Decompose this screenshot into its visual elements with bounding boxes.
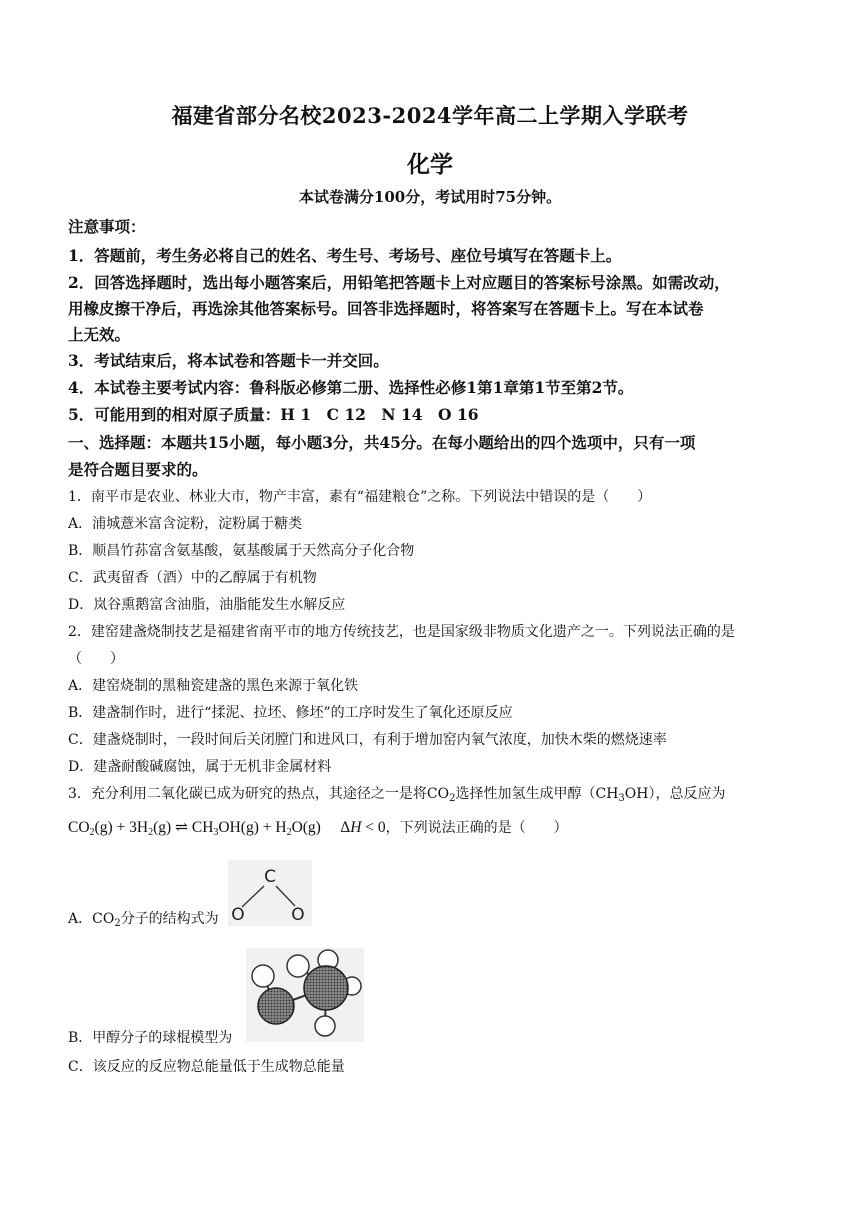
notice-item-4: 4．本试卷主要考试内容：鲁科版必修第二册、选择性必修1第1章第1节至第2节。 <box>68 378 634 397</box>
q2-stem-cont: （ ） <box>68 651 124 667</box>
q2-stem: 2．建窑建盏烧制技艺是福建省南平市的地方传统技艺，也是国家级非物质文化遗产之一。下列说法正确的是 <box>68 624 735 640</box>
structure-atom-o-left: O <box>231 905 245 925</box>
carbon-atom <box>304 966 348 1010</box>
subject-title: 化学 <box>407 151 453 178</box>
hydrogen-atom <box>287 955 309 977</box>
q1-option-b: B．顺昌竹荪富含氨基酸，氨基酸属于天然高分子化合物 <box>68 543 415 559</box>
q1-option-c: C．武夷留香（酒）中的乙醇属于有机物 <box>68 570 317 586</box>
q1-option-d: D．岚谷熏鹅富含油脂，油脂能发生水解反应 <box>68 597 346 613</box>
oxygen-atom <box>258 988 294 1024</box>
structure-atom-o-right: O <box>291 905 305 925</box>
q3-option-b: B．甲醇分子的球棍模型为 <box>68 1030 233 1046</box>
q2-option-c: C．建盏烧制时，一段时间后关闭膛门和进风口，有利于增加窑内氧气浓度，加快木柴的燃烧速率 <box>68 732 667 748</box>
notice-item-2-cont: 用橡皮擦干净后，再选涂其他答案标号。回答非选择题时，将答案写在答题卡上。写在本试卷 <box>68 299 704 318</box>
q3-equation-line: $CO_2(g) + 3H_2(g)$ ⇌ $CH_3OH(g) + H_2O(g)$ ΔH < 0，下列说法正确的是（ ） <box>68 819 568 838</box>
notice-item-2: 2．回答选择题时，选出每小题答案后，用铅笔把答题卡上对应题目的答案标号涂黑。如需改动， <box>68 273 730 292</box>
notice-item-1: 1．答题前，考生务必将自己的姓名、考生号、考场号、座位号填写在答题卡上。 <box>68 246 622 265</box>
q3-option-c: C．该反应的反应物总能量低于生成物总能量 <box>68 1059 345 1075</box>
hydrogen-atom <box>315 1016 335 1036</box>
q1-option-a: A．浦城薏米富含淀粉，淀粉属于糖类 <box>68 516 303 532</box>
q2-option-a: A．建窑烧制的黑釉瓷建盏的黑色来源于氧化铁 <box>68 678 359 694</box>
notice-item-3: 3．考试结束后，将本试卷和答题卡一并交回。 <box>68 351 389 370</box>
notice-heading: 注意事项： <box>68 217 146 236</box>
exam-title: 福建省部分名校2023-2024学年高二上学期入学联考 <box>171 103 689 128</box>
q2-option-b: B．建盏制作时，进行“揉泥、拉坯、修坯”的工序时发生了氧化还原反应 <box>68 705 513 721</box>
notice-item-2-end: 上无效。 <box>68 325 131 344</box>
exam-info: 本试卷满分100分，考试用时75分钟。 <box>298 188 562 206</box>
section-heading-cont: 是符合题目要求的。 <box>68 460 208 479</box>
reaction-equation: $CO_2(g) + 3H_2(g)$ ⇌ $CH_3OH(g) + H_2O(g)$ ΔH < 0 <box>68 819 386 838</box>
hydrogen-atom <box>252 965 274 987</box>
methanol-ball-stick-model <box>246 948 364 1042</box>
q3-stem: 3．充分利用二氧化碳已成为研究的热点，其途径之一是将$CO_2$选择性加氢生成甲醇$(CH_3OH)$，总反应为 <box>68 786 726 804</box>
co2-structure-figure <box>228 860 312 926</box>
notice-item-5: 5．可能用到的相对原子质量：H 1 C 12 N 14 O 16 <box>68 405 479 424</box>
q3-option-a: A．$CO_2$分子的结构式为 <box>68 911 219 929</box>
structure-atom-c: C <box>264 867 276 887</box>
q2-option-d: D．建盏耐酸碱腐蚀，属于无机非金属材料 <box>68 759 332 775</box>
section-heading: 一、选择题：本题共15小题，每小题3分，共45分。在每小题给出的四个选项中，只有一项 <box>68 433 696 452</box>
q1-stem: 1．南平市是农业、林业大市，物产丰富，素有“福建粮仓”之称。下列说法中错误的是（ ） <box>68 489 652 505</box>
